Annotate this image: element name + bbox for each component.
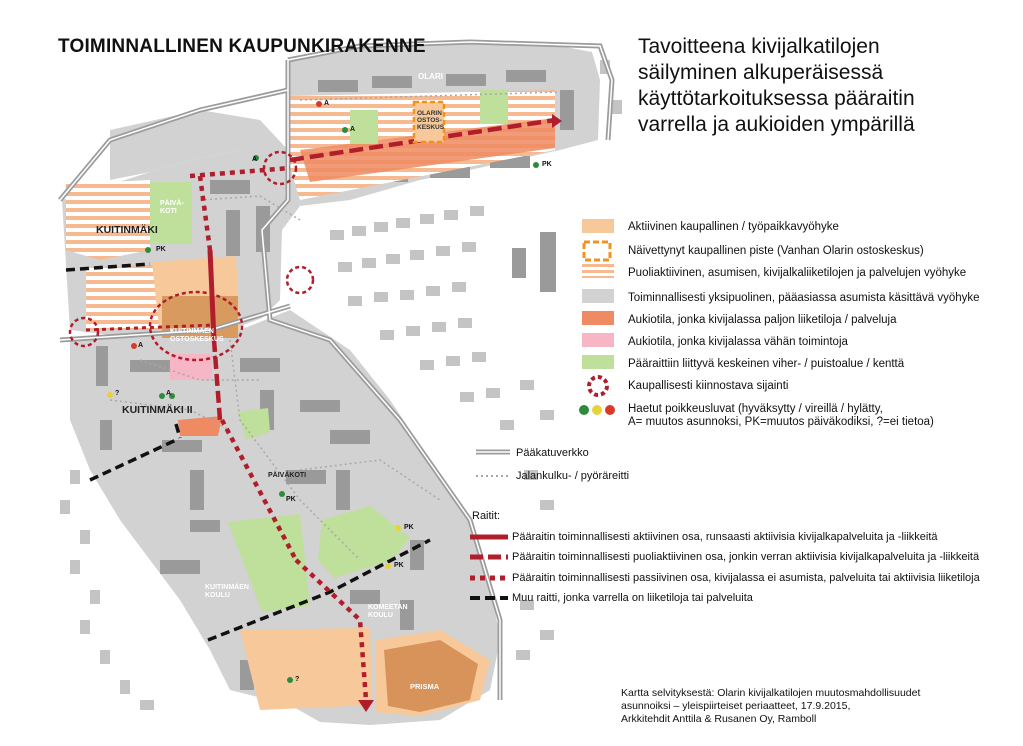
legend-label: Pääraittiin liittyvä keskeinen viher- / puistoalue / kenttä <box>628 357 905 370</box>
label-olarin-ostoskeskus-1: OLARIN <box>417 110 442 117</box>
legend-label: Aukiotila, jonka kivijalassa vähän toimintoja <box>628 335 848 348</box>
marker-pk: PK <box>394 562 404 569</box>
legend-label: Puoliaktiivinen, asumisen, kivijalkaliiketilojen ja palvelujen vyöhyke <box>628 266 967 279</box>
legend-dots-label-2: A= muutos asunnoksi, PK=muutos päiväkodiksi, ?=ei tietoa) <box>628 416 934 428</box>
credit-line-2: asunnoiksi – yleispiirteiset periaatteet, 17.9.2015, <box>621 700 851 712</box>
route-item-active <box>468 530 1018 546</box>
label-kuitinmaen-ostoskeskus-2: OSTOSKESKUS <box>170 336 224 343</box>
label-olari: OLARI <box>418 72 443 81</box>
marker-a: A <box>350 126 356 133</box>
route-item-other <box>468 591 1018 607</box>
route-item-semi <box>468 550 1018 566</box>
headline-line-2: säilyminen alkuperäisessä <box>638 61 884 84</box>
legend-item-square-few <box>576 332 1016 352</box>
legend-label <box>628 403 934 429</box>
route-label: Pääraitin toiminnallisesti passiivinen osa, kivijalassa ei asumista, palveluita tai aktiivisia liiketiloja <box>512 572 980 584</box>
legend-label: Toiminnallisesti yksipuolinen, pääasiassa asumista käsittävä vyöhyke <box>628 291 980 304</box>
legend-item-stripes <box>576 263 1016 283</box>
legend-item-grey <box>576 288 1016 308</box>
routes-header: Raitit: <box>472 510 501 522</box>
label-prisma: PRISMA <box>410 682 440 691</box>
legend-item-green <box>576 354 1016 374</box>
marker-a: A <box>324 100 330 107</box>
label-olarin-ostoskeskus-2: OSTOS- <box>417 117 442 124</box>
legend-dots-label-1: Haetut poikkeusluvat (hyväksytty / vireillä / hylätty, <box>628 403 883 415</box>
label-kuitinmaen-ostoskeskus <box>170 328 224 344</box>
route-label: Pääraitin toiminnallisesti puoliaktiivinen osa, jonkin verran aktiivisia kivijalkapalveluita ja -liikkeitä <box>512 551 980 563</box>
label-kuitinmaen-koulu <box>205 584 249 600</box>
network-label: Jalankulku- / pyöräreitti <box>516 470 630 482</box>
label-paivakoti-1 <box>160 200 184 216</box>
legend-label: Näivettynyt kaupallinen piste (Vanhan Olarin ostoskeskus) <box>628 244 924 257</box>
network-item-main-street <box>474 446 674 462</box>
label-paivakoti-2: PÄIVÄKOTI <box>268 472 307 479</box>
network-label: Pääkatuverkko <box>516 447 589 459</box>
marker-a: A <box>166 390 172 397</box>
legend-label: Kaupallisesti kiinnostava sijainti <box>628 379 789 392</box>
legend-item-dots <box>576 403 1016 435</box>
marker-pk: PK <box>156 246 166 253</box>
headline-line-1: Tavoitteena kivijalkatilojen <box>638 35 880 58</box>
legend-label: Aktiivinen kaupallinen / työpaikkavyöhyke <box>628 220 839 233</box>
credit-line-3: Arkkitehdit Anttila & Rusanen Oy, Ramboll <box>621 713 817 725</box>
label-kuitinmaki: KUITINMÄKI <box>96 224 158 236</box>
marker-pk: PK <box>286 496 296 503</box>
route-label: Pääraitin toiminnallisesti aktiivinen osa, runsaasti aktiivisia kivijalkapalveluita ja -liikkeitä <box>512 531 938 543</box>
marker-q: ? <box>295 676 300 683</box>
route-item-passive <box>468 571 1018 587</box>
label-paivakoti-1a: PÄIVÄ- <box>160 200 184 207</box>
marker-a: A <box>138 342 144 349</box>
headline-line-3: käyttötarkoituksessa pääraitin <box>638 87 915 110</box>
label-kuitinmaki-ii: KUITINMÄKI II <box>122 404 193 416</box>
marker-pk: PK <box>404 524 414 531</box>
label-kuitinmaen-koulu-2: KOULU <box>205 592 230 599</box>
legend-item-dashed <box>576 241 1016 261</box>
marker-pk: PK <box>542 161 552 168</box>
network-item-walk-path <box>474 469 674 485</box>
label-olarin-ostoskeskus <box>417 110 444 131</box>
source-credit <box>621 687 951 726</box>
label-komeetan-koulu-1: KOMEETAN <box>368 604 408 611</box>
marker-a: A <box>252 156 258 163</box>
label-komeetan-koulu-2: KOULU <box>368 612 393 619</box>
headline <box>638 34 915 138</box>
legend-item-circle <box>576 376 1016 396</box>
route-label: Muu raitti, jonka varrella on liiketiloja tai palveluita <box>512 592 753 604</box>
marker-q: ? <box>115 390 120 397</box>
legend-item-active <box>576 217 1016 237</box>
legend-item-square-many <box>576 310 1016 330</box>
credit-line-1: Kartta selvityksestä: Olarin kivijalkatilojen muutosmahdollisuudet <box>621 687 921 699</box>
page-title: TOIMINNALLINEN KAUPUNKIRAKENNE <box>58 36 426 57</box>
label-kuitinmaen-koulu-1: KUITINMÄEN <box>205 584 249 591</box>
label-kuitinmaen-ostoskeskus-1: KUITINMÄEN <box>170 328 214 335</box>
label-olarin-ostoskeskus-3: KESKUS <box>417 124 445 131</box>
label-komeetan-koulu <box>368 604 408 620</box>
headline-line-4: varrella ja aukioiden ympärillä <box>638 113 915 136</box>
label-paivakoti-1b: KOTI <box>160 208 177 215</box>
legend-label: Aukiotila, jonka kivijalassa paljon liiketiloja / palveluja <box>628 313 897 326</box>
